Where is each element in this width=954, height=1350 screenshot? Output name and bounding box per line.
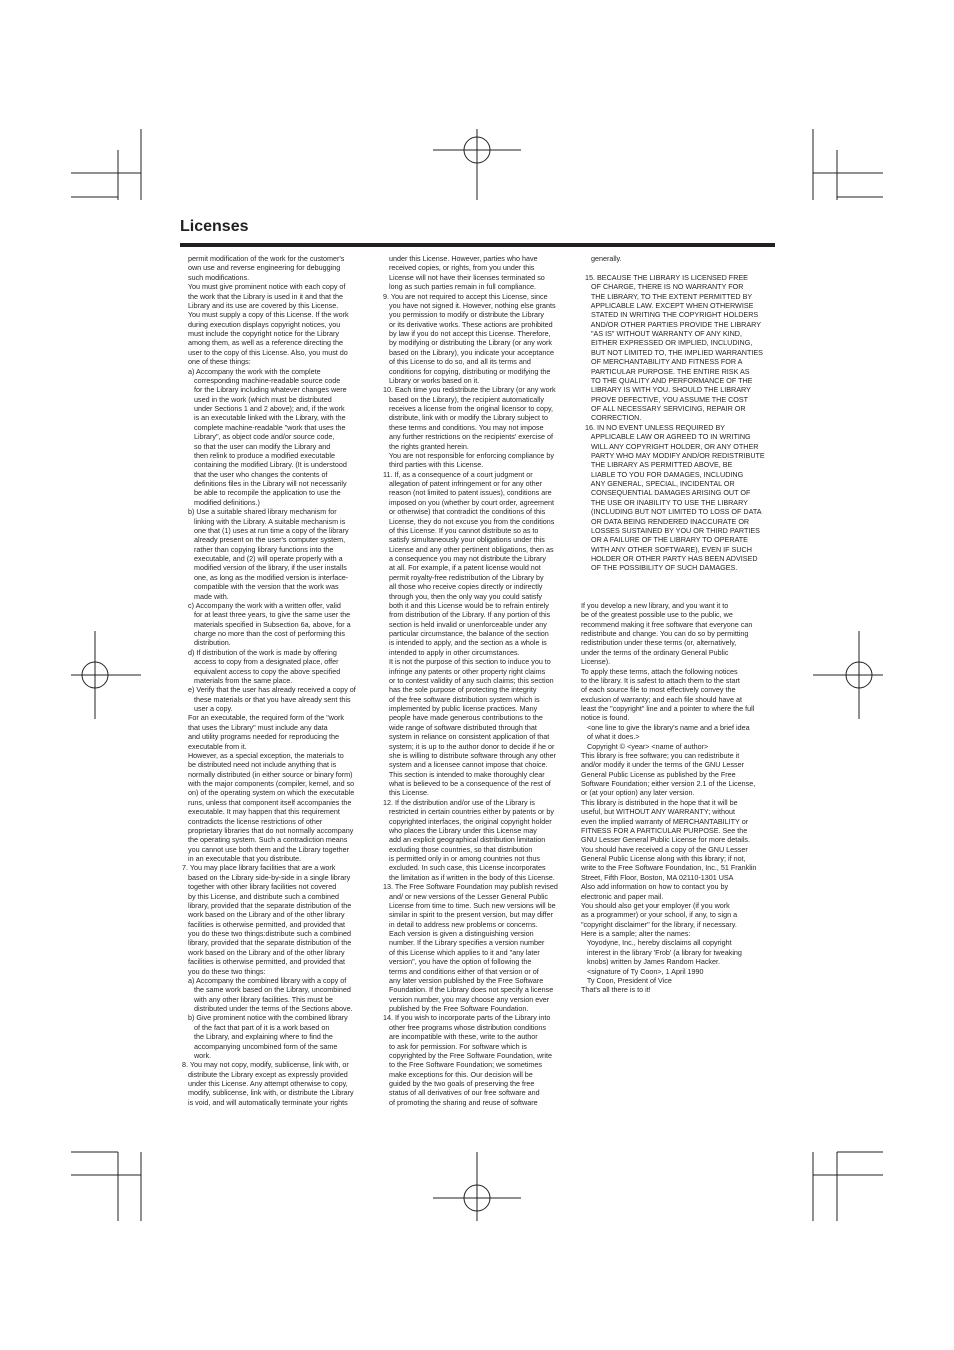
license-text-line: OF THE POSSIBILITY OF SUCH DAMAGES.: [581, 563, 738, 573]
license-text-line: For an executable, the required form of the "work: [178, 713, 344, 723]
license-text-line: distribute the Library except as expressly provided: [178, 1069, 348, 1079]
license-text-line: Ty Coon, President of Vice: [581, 975, 672, 985]
license-text-line: facilities is otherwise permitted, and provided that: [178, 919, 345, 929]
license-text-line: a) Accompany the combined library with a copy of: [178, 975, 347, 985]
license-text-line: to the Free Software Foundation; we sometimes: [379, 1060, 542, 1070]
license-text-line: user a copy.: [178, 704, 233, 713]
license-text-line: WITH ANY OTHER SOFTWARE), EVEN IF SUCH: [581, 544, 752, 554]
license-text-line: permit royalty-free redistribution of the Library by: [379, 572, 544, 582]
license-text-line: executable from it.: [178, 741, 247, 751]
license-text-line: License from time to time. Such new versions will be: [379, 900, 556, 910]
license-text-line: You should also get your employer (if you work: [581, 900, 730, 910]
license-text-line: <one line to give the library's name and a brief idea: [581, 722, 750, 732]
license-text-line: system; it is up to the author donor to decide if he or: [379, 741, 555, 751]
license-text-line: with the major components (compiler, kernel, and so: [178, 779, 355, 788]
license-text-line: one of these things:: [178, 357, 251, 367]
license-text-line: normally distributed (in either source or binary form): [178, 769, 353, 779]
license-text-line: long as such parties remain in full compliance.: [379, 282, 537, 292]
license-text-line: under the terms of the ordinary General Public: [581, 647, 729, 657]
license-text-line: this License.: [379, 788, 429, 798]
license-text-line: Library", as object code and/or source code,: [178, 432, 335, 442]
license-text-line: system and a licensee cannot impose that choice.: [379, 760, 548, 770]
license-text-line: of the free software distribution system which is: [379, 694, 540, 704]
license-text-line: one, as long as the modified version is interface-: [178, 572, 349, 582]
license-text-line: of promoting the sharing and reuse of software: [379, 1097, 538, 1107]
license-text-line: 15. BECAUSE THE LIBRARY IS LICENSED FREE: [581, 272, 748, 282]
license-text-line: under this License. However, parties who have: [379, 254, 538, 263]
license-text-line: status of all derivatives of our free software and: [379, 1088, 540, 1098]
title-rule: [180, 243, 775, 247]
license-text-line: you cannot use both them and the Library together: [178, 844, 350, 854]
license-text-line: you do these two things:distribute such a combined: [178, 929, 351, 938]
license-text-line: made with.: [178, 591, 229, 601]
license-column-3: [581, 254, 777, 995]
license-text-line: to the library. It is safest to attach them to the start: [581, 675, 740, 685]
license-text-line: License, they do not excuse you from the conditions: [379, 516, 555, 526]
license-text-line: Street, Fifth Floor, Boston, MA 02110-1301 USA: [581, 872, 734, 882]
license-text-line: has the sole purpose of protecting the integrity: [379, 685, 537, 695]
license-text-line: modified version of the library, if the user installs: [178, 563, 347, 573]
license-text-line: HOLDER OR OTHER PARTY HAS BEEN ADVISED: [581, 554, 758, 563]
license-text-line: under Sections 1 and 2 above); and, if the work: [178, 404, 345, 413]
license-text-line: This section is intended to make thoroughly clear: [379, 769, 545, 779]
license-text-line: work based on the Library and of the other library: [178, 910, 345, 920]
license-text-line: write to the Free Software Foundation, Inc., 51 Franklin: [581, 863, 757, 873]
license-text-line: from distribution of the Library. If any portion of this: [379, 610, 551, 620]
license-text-line: user to the copy of this License. Also, you must do: [178, 347, 348, 357]
license-text-line: make exceptions for this. Our decision will be: [379, 1069, 533, 1079]
license-text-line: materials specified in Subsection 6a, above, for a: [178, 619, 351, 629]
license-text-line: copyrighted interfaces, the original copyright holder: [379, 816, 552, 826]
license-text-line: License).: [581, 657, 611, 667]
license-text-line: ANY GENERAL, SPECIAL, INCIDENTAL OR: [581, 479, 735, 488]
license-text-line: PARTICULAR PURPOSE. THE ENTIRE RISK AS: [581, 366, 750, 376]
license-text-line: of this License. If you cannot distribute so as to: [379, 525, 539, 535]
license-text-line: EITHER EXPRESSED OR IMPLIED, INCLUDING,: [581, 338, 753, 348]
license-text-line: THE USE OR INABILITY TO USE THE LIBRARY: [581, 497, 748, 507]
license-text-line: [581, 592, 777, 601]
license-text-line: you permission to modify or distribute the Library: [379, 310, 544, 320]
license-text-line: in detail to address new problems or concerns.: [379, 919, 538, 929]
license-text-line: copyrighted by the Free Software Foundation, write: [379, 1050, 552, 1060]
license-text-line: Software Foundation; either version 2.1 of the License,: [581, 779, 756, 788]
license-text-line: are incompatible with these, write to the author: [379, 1032, 538, 1042]
license-text-line: You must give prominent notice with each copy of: [178, 282, 346, 292]
license-text-line: be of the greatest possible use to the public, we: [581, 610, 733, 620]
license-text-line: Here is a sample; alter the names:: [581, 929, 691, 938]
license-text-line: OR DATA BEING RENDERED INACCURATE OR: [581, 516, 750, 526]
license-text-line: APPLICABLE LAW. EXCEPT WHEN OTHERWISE: [581, 300, 754, 310]
license-text-line: by this License, and distribute such a combined: [178, 891, 340, 901]
license-text-line: one that (1) uses at run time a copy of the library: [178, 525, 349, 535]
license-text-line: Also add information on how to contact you by: [581, 882, 729, 892]
license-text-line: you do these two things:: [178, 966, 266, 976]
license-text-line: containing the modified Library. (It is understood: [178, 460, 347, 470]
license-text-line: That's all there is to it!: [581, 985, 651, 995]
license-text-line: To apply these terms, attach the following notices: [581, 666, 738, 676]
license-text-line: You must supply a copy of this License. If the work: [178, 310, 349, 320]
license-text-line: library, provided that the separate distribution of the: [178, 900, 352, 910]
license-column-1: [178, 254, 374, 1107]
license-text-line: people have made generous contributions to the: [379, 713, 543, 723]
license-text-line: for the Library including whatever changes were: [178, 385, 347, 395]
license-text-line: guided by the two goals of preserving the free: [379, 1079, 535, 1088]
license-text-line: LOSSES SUSTAINED BY YOU OR THIRD PARTIES: [581, 525, 760, 535]
license-text-line: GNU Lesser General Public License for more details.: [581, 835, 750, 845]
license-text-line: (INCLUDING BUT NOT LIMITED TO LOSS OF DATA: [581, 507, 762, 517]
license-text-line: accompanying uncombined form of the same: [178, 1041, 338, 1051]
license-text-line: a) Accompany the work with the complete: [178, 366, 321, 376]
license-text-line: with any other library facilities. This must be: [178, 994, 333, 1004]
license-text-line: excluded. In such case, this License incorporates: [379, 863, 546, 873]
license-text-line: be able to recompile the application to use the: [178, 488, 341, 498]
license-text-line: infringe any patents or other property right claims: [379, 666, 546, 676]
license-text-line: permit modification of the work for the customer's: [178, 254, 345, 263]
license-text-line: 10. Each time you redistribute the Library (or any work: [379, 385, 556, 395]
license-text-line: published by the Free Software Foundation.: [379, 1004, 529, 1013]
license-text-line: "AS IS" WITHOUT WARRANTY OF ANY KIND,: [581, 329, 742, 338]
license-text-line: and/ or new versions of the Lesser General Public: [379, 891, 548, 901]
license-text-line: General Public License as published by the Free: [581, 769, 736, 779]
license-text-line: of this License which applies to it and "any later: [379, 947, 540, 957]
license-text-line: WILL ANY COPYRIGHT HOLDER, OR ANY OTHER: [581, 441, 759, 451]
license-text-line: modify, sublicense, link with, or distribute the Library: [178, 1088, 354, 1098]
license-text-line: 11. If, as a consequence of a court judgment or: [379, 469, 533, 479]
license-text-line: generally.: [581, 254, 622, 263]
license-text-line: Library or works based on it.: [379, 375, 480, 385]
license-text-line: executable. It may happen that this requirement: [178, 807, 340, 817]
license-text-line: equivalent access to copy the above specified: [178, 666, 341, 676]
license-text-line: notice is found.: [581, 713, 630, 723]
license-text-line: It is not the purpose of this section to induce you to: [379, 657, 551, 667]
license-text-line: of what it does.>: [581, 732, 640, 742]
license-text-line: among them, as well as a reference directing the: [178, 338, 343, 348]
license-text-line: modified definitions.): [178, 497, 260, 507]
license-text-line: Library and its use are covered by this License.: [178, 300, 339, 310]
license-text-line: 13. The Free Software Foundation may publish revised: [379, 882, 558, 892]
license-text-line: the Library, and explaining where to find the: [178, 1032, 333, 1042]
license-text-line: OF CHARGE, THERE IS NO WARRANTY FOR: [581, 282, 744, 292]
license-text-line: these materials or that you have already sent this: [178, 694, 351, 704]
license-text-line: materials from the same place.: [178, 675, 293, 685]
license-text-line: implemented by public license practices. Many: [379, 704, 538, 713]
license-text-line: THE LIBRARY, TO THE EXTENT PERMITTED BY: [581, 291, 753, 301]
license-text-line: [581, 582, 777, 591]
license-text-line: terms and conditions either of that version or of: [379, 966, 539, 976]
license-text-line: "copyright disclaimer" for the library, if necessary.: [581, 919, 737, 929]
license-text-line: recommend making it free software that everyone can: [581, 619, 753, 629]
license-text-line: so that the user can modify the Library and: [178, 441, 331, 451]
license-text-line: LIBRARY IS WITH YOU. SHOULD THE LIBRARY: [581, 385, 751, 395]
license-text-line: any later version published by the Free Software: [379, 975, 544, 985]
license-text-line: AND/OR OTHER PARTIES PROVIDE THE LIBRARY: [581, 319, 761, 329]
license-text-line: However, as a special exception, the materials to: [178, 750, 344, 760]
license-text-line: satisfy simultaneously your obligations under this: [379, 535, 545, 545]
license-text-line: PARTY WHO MAY MODIFY AND/OR REDISTRIBUTE: [581, 450, 765, 460]
license-text-line: the limitation as if written in the body of this License.: [379, 872, 555, 882]
license-text-line: redistribute and change. You can do so by permitting: [581, 629, 749, 638]
license-text-line: [581, 573, 777, 582]
license-text-line: BUT NOT LIMITED TO, THE IMPLIED WARRANTIES: [581, 347, 763, 357]
license-text-line: knobs) written by James Random Hacker.: [581, 957, 721, 967]
license-text-line: these terms and conditions. You may not impose: [379, 422, 544, 432]
license-text-line: must include the copyright notice for the Library: [178, 329, 339, 338]
license-text-line: add an explicit geographical distribution limitation: [379, 835, 546, 845]
license-text-line: received copies, or rights, from you under this: [379, 263, 535, 273]
license-text-line: during execution displays copyright notices, you: [178, 319, 341, 329]
license-text-line: at all. For example, if a patent license would not: [379, 563, 541, 573]
license-text-line: system in reliance on consistent application of that: [379, 732, 550, 742]
license-text-line: runs, unless that component itself accompanies the: [178, 797, 352, 807]
license-text-line: or its derivative works. These actions are prohibited: [379, 319, 553, 329]
license-text-line: Foundation. If the Library does not specify a license: [379, 985, 554, 995]
license-text-line: 12. If the distribution and/or use of the Library is: [379, 797, 535, 807]
license-text-line: is intended to apply, and the section as a whole is: [379, 638, 547, 648]
license-text-line: similar in spirit to the present version, but may differ: [379, 910, 554, 920]
license-text-line: CONSEQUENTIAL DAMAGES ARISING OUT OF: [581, 488, 751, 498]
license-text-line: what is believed to be a consequence of the rest of: [379, 779, 551, 788]
license-text-line: version", you have the option of following the: [379, 957, 532, 967]
license-text-line: based on the Library), the recipient automatically: [379, 394, 545, 404]
license-text-line: This library is distributed in the hope that it will be: [581, 797, 738, 807]
license-text-line: e) Verify that the user has already received a copy of: [178, 685, 356, 695]
license-text-line: the rights granted herein.: [379, 441, 469, 451]
license-text-line: Copyright © <year> <name of author>: [581, 741, 709, 751]
license-text-line: for at least three years, to give the same user the: [178, 610, 351, 620]
license-text-line: THE LIBRARY AS PERMITTED ABOVE, BE: [581, 460, 733, 470]
license-text-line: You are not responsible for enforcing compliance by: [379, 450, 555, 460]
license-text-line: of the fact that part of it is a work based on: [178, 1022, 330, 1032]
license-text-line: as a programmer) or your school, if any, to sign a: [581, 910, 738, 920]
license-text-line: the operating system. Such a contradiction means: [178, 835, 348, 845]
license-text-line: conditions for copying, distributing or modifying the: [379, 366, 551, 376]
license-text-line: particular circumstance, the balance of the section: [379, 629, 549, 638]
license-text-line: wide range of software distributed through that: [379, 722, 537, 732]
license-text-line: License will not have their licenses terminated so: [379, 272, 545, 282]
license-text-line: such modifications.: [178, 272, 250, 282]
license-text-line: or (at your option) any later version.: [581, 788, 695, 798]
license-text-line: exclusion of warranty; and each file should have at: [581, 694, 743, 704]
license-text-line: all those who receive copies directly or indirectly: [379, 582, 543, 592]
license-text-line: b) Give prominent notice with the combined library: [178, 1013, 348, 1023]
license-text-line: c) Accompany the work with a written offer, valid: [178, 600, 341, 610]
license-text-line: used in the work (which must be distributed: [178, 394, 332, 404]
license-text-line: distribute, link with or modify the Library subject to: [379, 413, 548, 423]
license-text-line: a consequence you may not distribute the Library: [379, 554, 547, 563]
license-text-line: together with other library facilities not covered: [178, 882, 337, 892]
license-text-line: by law if you do not accept this License. Therefore,: [379, 329, 551, 338]
license-text-line: You should have received a copy of the GNU Lesser: [581, 844, 748, 854]
license-text-line: library, provided that the separate distribution of the: [178, 938, 352, 948]
license-text-line: on) of the operating system on which the executable: [178, 788, 355, 798]
license-text-line: distributed under the terms of the Sections above.: [178, 1004, 353, 1013]
license-column-2: [379, 254, 575, 1107]
license-text-line: to ask for permission. For software which is: [379, 1041, 527, 1051]
license-text-line: or to contest validity of any such claims; this section: [379, 675, 554, 685]
license-text-line: interest in the library 'Frob' (a library for tweaking: [581, 947, 742, 957]
license-text-line: distribution.: [178, 638, 231, 648]
license-text-line: linking with the Library. A suitable mechanism is: [178, 516, 346, 526]
license-text-line: PROVE DEFECTIVE, YOU ASSUME THE COST: [581, 394, 749, 404]
license-text-line: intended to apply in other circumstances.: [379, 647, 520, 657]
license-text-line: work based on the Library and of the other library: [178, 947, 345, 957]
license-text-line: electronic and paper mail.: [581, 891, 664, 901]
license-text-line: the same work based on the Library, uncombined: [178, 985, 351, 995]
license-text-line: that uses the Library" must include any data: [178, 722, 328, 732]
license-text-line: third parties with this License.: [379, 460, 484, 470]
license-text-line: General Public License along with this library; if not,: [581, 854, 746, 863]
license-text-line: STATED IN WRITING THE COPYRIGHT HOLDERS: [581, 310, 759, 320]
license-text-line: based on the Library side-by-side in a single library: [178, 872, 351, 882]
license-text-line: APPLICABLE LAW OR AGREED TO IN WRITING: [581, 432, 751, 442]
license-text-line: 16. IN NO EVENT UNLESS REQUIRED BY: [581, 422, 726, 432]
license-text-line: 7. You may place library facilities that are a work: [178, 863, 336, 873]
license-text-line: both it and this License would be to refrain entirely: [379, 600, 549, 610]
license-text-line: OR A FAILURE OF THE LIBRARY TO OPERATE: [581, 535, 748, 545]
license-text-line: d) If distribution of the work is made by offering: [178, 647, 337, 657]
license-text-line: TO THE QUALITY AND PERFORMANCE OF THE: [581, 375, 753, 385]
license-text-line: corresponding machine-readable source code: [178, 375, 341, 385]
license-text-line: proprietary libraries that do not normally accompany: [178, 825, 354, 835]
license-text-line: redistribution under these terms (or, alternatively,: [581, 638, 737, 648]
license-text-line: work.: [178, 1050, 212, 1060]
license-text-line: she is willing to distribute software through any other: [379, 750, 556, 760]
license-text-line: section is held invalid or unenforceable under any: [379, 619, 547, 629]
license-text-line: then relink to produce a modified executable: [178, 450, 336, 460]
license-text-line: receives a license from the original licensor to copy,: [379, 404, 554, 413]
license-text-line: based on the Library), you indicate your acceptance: [379, 347, 554, 357]
license-text-line: If you develop a new library, and you want it to: [581, 600, 729, 610]
license-text-line: compatible with the version that the work was: [178, 582, 339, 592]
license-text-line: even the implied warranty of MERCHANTABILITY or: [581, 816, 749, 826]
license-text-line: allegation of patent infringement or for any other: [379, 479, 543, 488]
license-text-line: reason (not limited to patent issues), conditions are: [379, 488, 552, 498]
license-text-line: definitions files in the Library will not necessarily: [178, 479, 347, 488]
license-text-line: least the "copyright" line and a pointer to where the full: [581, 704, 755, 713]
license-text-line: that the user who changes the contents of: [178, 469, 328, 479]
license-text-line: already present on the user's computer system,: [178, 535, 346, 545]
license-text-line: is void, and will automatically terminate your rights: [178, 1097, 348, 1107]
license-text-line: facilities is otherwise permitted, and provided that: [178, 957, 345, 967]
license-text-line: 9. You are not required to accept this License, since: [379, 291, 548, 301]
license-text-line: rather than copying library functions into the: [178, 544, 334, 554]
license-text-line: through you, then the only way you could satisfy: [379, 591, 543, 601]
license-text-line: 14. If you wish to incorporate parts of the Library into: [379, 1013, 551, 1023]
license-text-line: restricted in certain countries either by patents or by: [379, 807, 554, 817]
license-text-line: any further restrictions on the recipients' exercise of: [379, 432, 553, 442]
license-text-line: other free programs whose distribution conditions: [379, 1022, 546, 1032]
license-text-line: Yoyodyne, Inc., hereby disclaims all copyright: [581, 938, 732, 948]
license-text-line: and/or modify it under the terms of the GNU Lesser: [581, 760, 744, 770]
page-title: Licenses: [180, 218, 249, 235]
license-text-line: is permitted only in or among countries not thus: [379, 854, 540, 863]
license-text-line: complete machine-readable "work that uses the: [178, 422, 346, 432]
license-text-line: 8. You may not copy, modify, sublicense, link with, or: [178, 1060, 349, 1070]
license-text-line: OF ALL NECESSARY SERVICING, REPAIR OR: [581, 404, 746, 413]
license-text-line: Each version is given a distinguishing version: [379, 929, 534, 938]
license-text-line: the work that the Library is used in it and that the: [178, 291, 344, 301]
license-text-line: and utility programs needed for reproducing the: [178, 732, 340, 742]
license-text-line: executable, and (2) will operate properly with a: [178, 554, 343, 563]
license-text-line: of each source file to most effectively convey the: [581, 685, 736, 695]
license-text-line: who places the Library under this License may: [379, 825, 537, 835]
license-text-line: number. If the Library specifies a version number: [379, 938, 545, 948]
license-text-line: access to copy from a designated place, offer: [178, 657, 339, 667]
license-text-line: charge no more than the cost of performing this: [178, 629, 345, 638]
license-text-line: in an executable that you distribute.: [178, 854, 302, 863]
license-text-line: FITNESS FOR A PARTICULAR PURPOSE. See the: [581, 825, 748, 835]
license-text-line: or otherwise) that contradict the conditions of this: [379, 507, 546, 517]
license-text-line: LIABLE TO YOU FOR DAMAGES, INCLUDING: [581, 469, 744, 479]
license-text-line: by modifying or distributing the Library (or any work: [379, 338, 552, 348]
license-text-line: contradicts the license restrictions of other: [178, 816, 323, 826]
license-text-line: imposed on you (whether by court order, agreement: [379, 497, 554, 507]
license-text-line: of this License to do so, and all its terms and: [379, 357, 531, 367]
license-text-line: you have not signed it. However, nothing else grants: [379, 300, 556, 310]
license-text-line: <signature of Ty Coon>, 1 April 1990: [581, 966, 704, 976]
license-text-line: This library is free software; you can redistribute it: [581, 750, 740, 760]
license-text-line: CORRECTION.: [581, 413, 642, 423]
license-text-line: be distributed need not include anything that is: [178, 760, 337, 770]
license-text-line: own use and reverse engineering for debugging: [178, 263, 341, 273]
license-text-line: [581, 263, 777, 272]
license-text-line: OF MERCHANTABILITY AND FITNESS FOR A: [581, 357, 743, 367]
license-text-line: useful, but WITHOUT ANY WARRANTY; without: [581, 807, 735, 817]
license-text-line: b) Use a suitable shared library mechanism for: [178, 507, 337, 517]
license-text-line: License and any other pertinent obligations, then as: [379, 544, 554, 554]
license-text-line: under this License. Any attempt otherwise to copy,: [178, 1079, 348, 1088]
license-text-line: is an executable linked with the Library, with the: [178, 413, 346, 423]
license-text-line: version number, you may choose any version ever: [379, 994, 550, 1004]
license-text-line: excluding those countries, so that distribution: [379, 844, 533, 854]
